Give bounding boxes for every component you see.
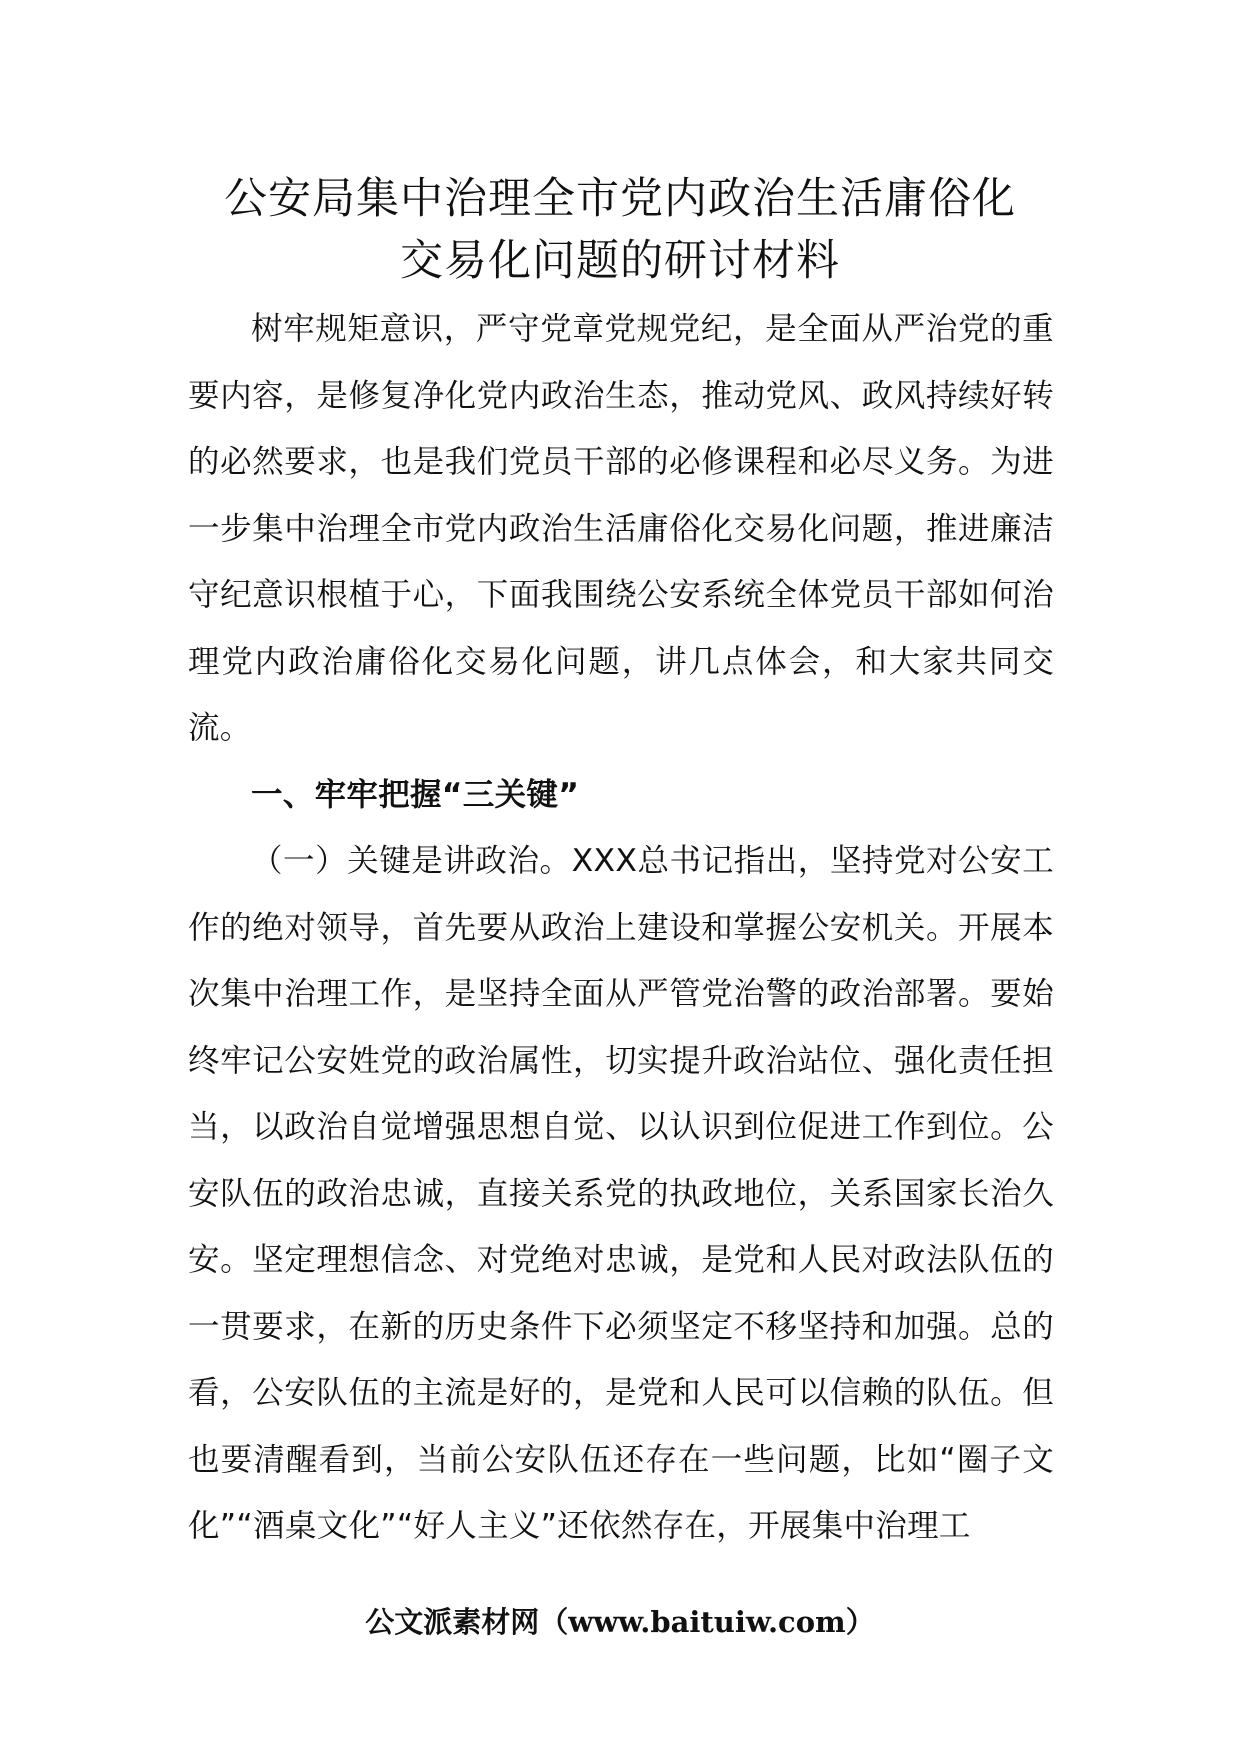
title-line-2: 交易化问题的研讨材料 <box>400 236 840 286</box>
watermark-footer: 公文派素材网（www.baituiw.com） <box>365 1605 875 1639</box>
document-title <box>150 168 1090 292</box>
intro-paragraph: 树牢规矩意识，严守党章党规党纪，是全面从严治党的重要内容，是修复净化党内政治生态，推动党风、政风持续好转的必然要求，也是我们党员干部的必修课程和必尽义务。为进一步集中治理全市党内政治生活庸俗化交易化问题，推进廉洁守纪意识根植于心，下面我围绕公安系统全体党员干部如何治理党内政治庸俗化交易化问题，讲几点体会，和大家共同交流。 <box>188 311 1054 746</box>
document-body <box>188 296 1054 1560</box>
title-line-1: 公安局集中治理全市党内政治生活庸俗化 <box>224 174 1016 224</box>
section-heading: 一、牢牢把握“三关键” <box>251 776 580 813</box>
body-paragraph: （一）关键是讲政治。XXX总书记指出，坚持党对公安工作的绝对领导，首先要从政治上建设和掌握公安机关。开展本次集中治理工作，是坚持全面从严管党治警的政治部署。要始终牢记公安姓党的政治属性，切实提升政治站位、强化责任担当，以政治自觉增强思想自觉、以认识到位促进工作到位。公安队伍的政治忠诚，直接关系党的执政地位，关系国家长治久安。坚定理想信念、对党绝对忠诚，是党和人民对政法队伍的一贯要求，在新的历史条件下必须坚定不移坚持和加强。总的看，公安队伍的主流是好的，是党和人民可以信赖的队伍。但也要清醒看到，当前公安队伍还存在一些问题，比如“圈子文化”“酒桌文化”“好人主义”还依然存在，开展集中治理工 <box>188 843 1054 1544</box>
